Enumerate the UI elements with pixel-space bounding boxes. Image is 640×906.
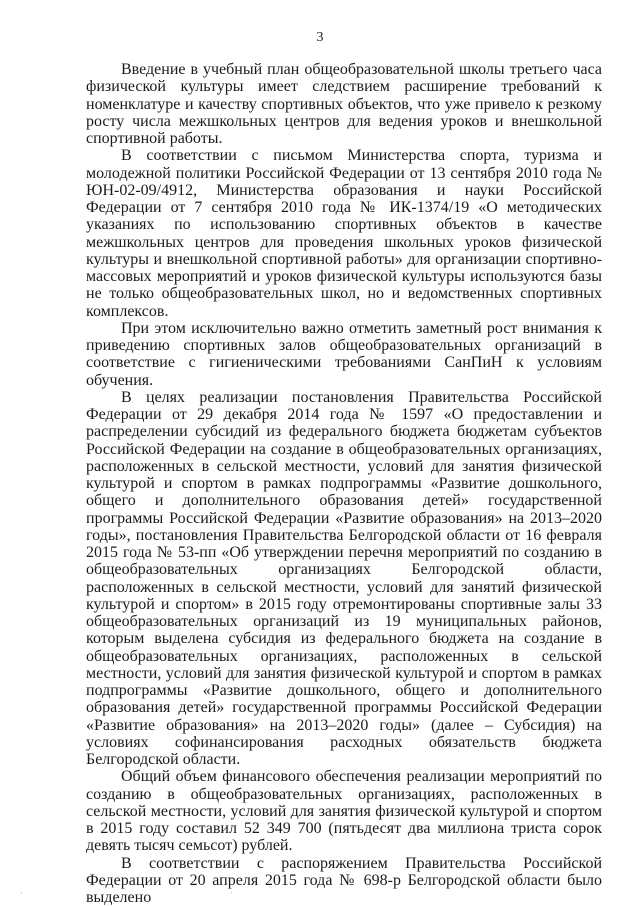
page-number: 3 (0, 30, 640, 46)
paragraph-government-order: В соответствии с распоряжением Правительства Российской Федерации от 20 апреля 2015 года № 698-р Белгородской области было выделено (86, 855, 602, 906)
paragraph-ministry-letter: В соответствии с письмом Министерства спорта, туризма и молодежной политики Российской Федерации от 13 сентября 2010 года № ЮН-02-09/4912, Министерства образования и науки Российской Федерации от 7 сентября 2010 года № ИК-1374/19 «О методических указаниях по использованию спортивных объектов в качестве межшкольных центров для проведения школьных уроков физической культуры и внешкольной спортивной работы» для организации спортивно-массовых мероприятий и уроков физической культуры используются базы не только общеобразовательных школ, но и ведомственных спортивных комплексов. (86, 147, 602, 320)
scan-mark-bottom-left: · (20, 888, 23, 898)
scan-mark-bottom-center: · (230, 888, 233, 898)
paragraph-funding-volume: Общий объем финансового обеспечения реализации мероприятий по созданию в общеобразовательных организациях, расположенных в сельской местности, условий для занятия физической культурой и спортом в 2015 году составил 52 349 700 (пятьдесят два миллиона триста сорок девять тысяч семьсот) рублей. (86, 768, 602, 854)
paragraph-third-pe-hour: Введение в учебный план общеобразовательной школы третьего часа физической культуры имеет следствием расширение требований к номенклатуре и качеству спортивных объектов, что уже привело к резкому росту числа межшкольных центров для ведения уроков и внешкольной спортивной работы. (86, 61, 602, 147)
document-body (86, 61, 602, 906)
paragraph-sanpin-requirements: При этом исключительно важно отметить заметный рост внимания к приведению спортивных залов общеобразовательных организаций в соответствие с гигиеническими требованиями СанПиН к условиям обучения. (86, 320, 602, 389)
paragraph-government-decree: В целях реализации постановления Правительства Российской Федерации от 29 декабря 2014 года № 1597 «О предоставлении и распределении субсидий из федерального бюджета бюджетам субъектов Российской Федерации на создание в общеобразовательных организациях, расположенных в сельской местности, условий для занятия физической культурой и спортом в рамках подпрограммы «Развитие дошкольного, общего и дополнительного образования детей» государственной программы Российской Федерации «Развитие образования» на 2013–2020 годы», постановления Правительства Белгородской области от 16 февраля 2015 года № 53-пп «Об утверждении перечня мероприятий по созданию в общеобразовательных организациях Белгородской области, расположенных в сельской местности, условий для занятий физической культурой и спортом» в 2015 году отремонтированы спортивные залы 33 общеобразовательных организаций из 19 муниципальных районов, которым выделена субсидия из федерального бюджета на создание в общеобразовательных организациях, расположенных в сельской местности, условий для занятия физической культурой и спортом в рамках подпрограммы «Развитие дошкольного, общего и дополнительного образования детей» государственной программы Российской Федерации «Развитие образования» на 2013–2020 годы» (далее – Субсидия) на условиях софинансирования расходных обязательств бюджета Белгородской области. (86, 389, 602, 769)
